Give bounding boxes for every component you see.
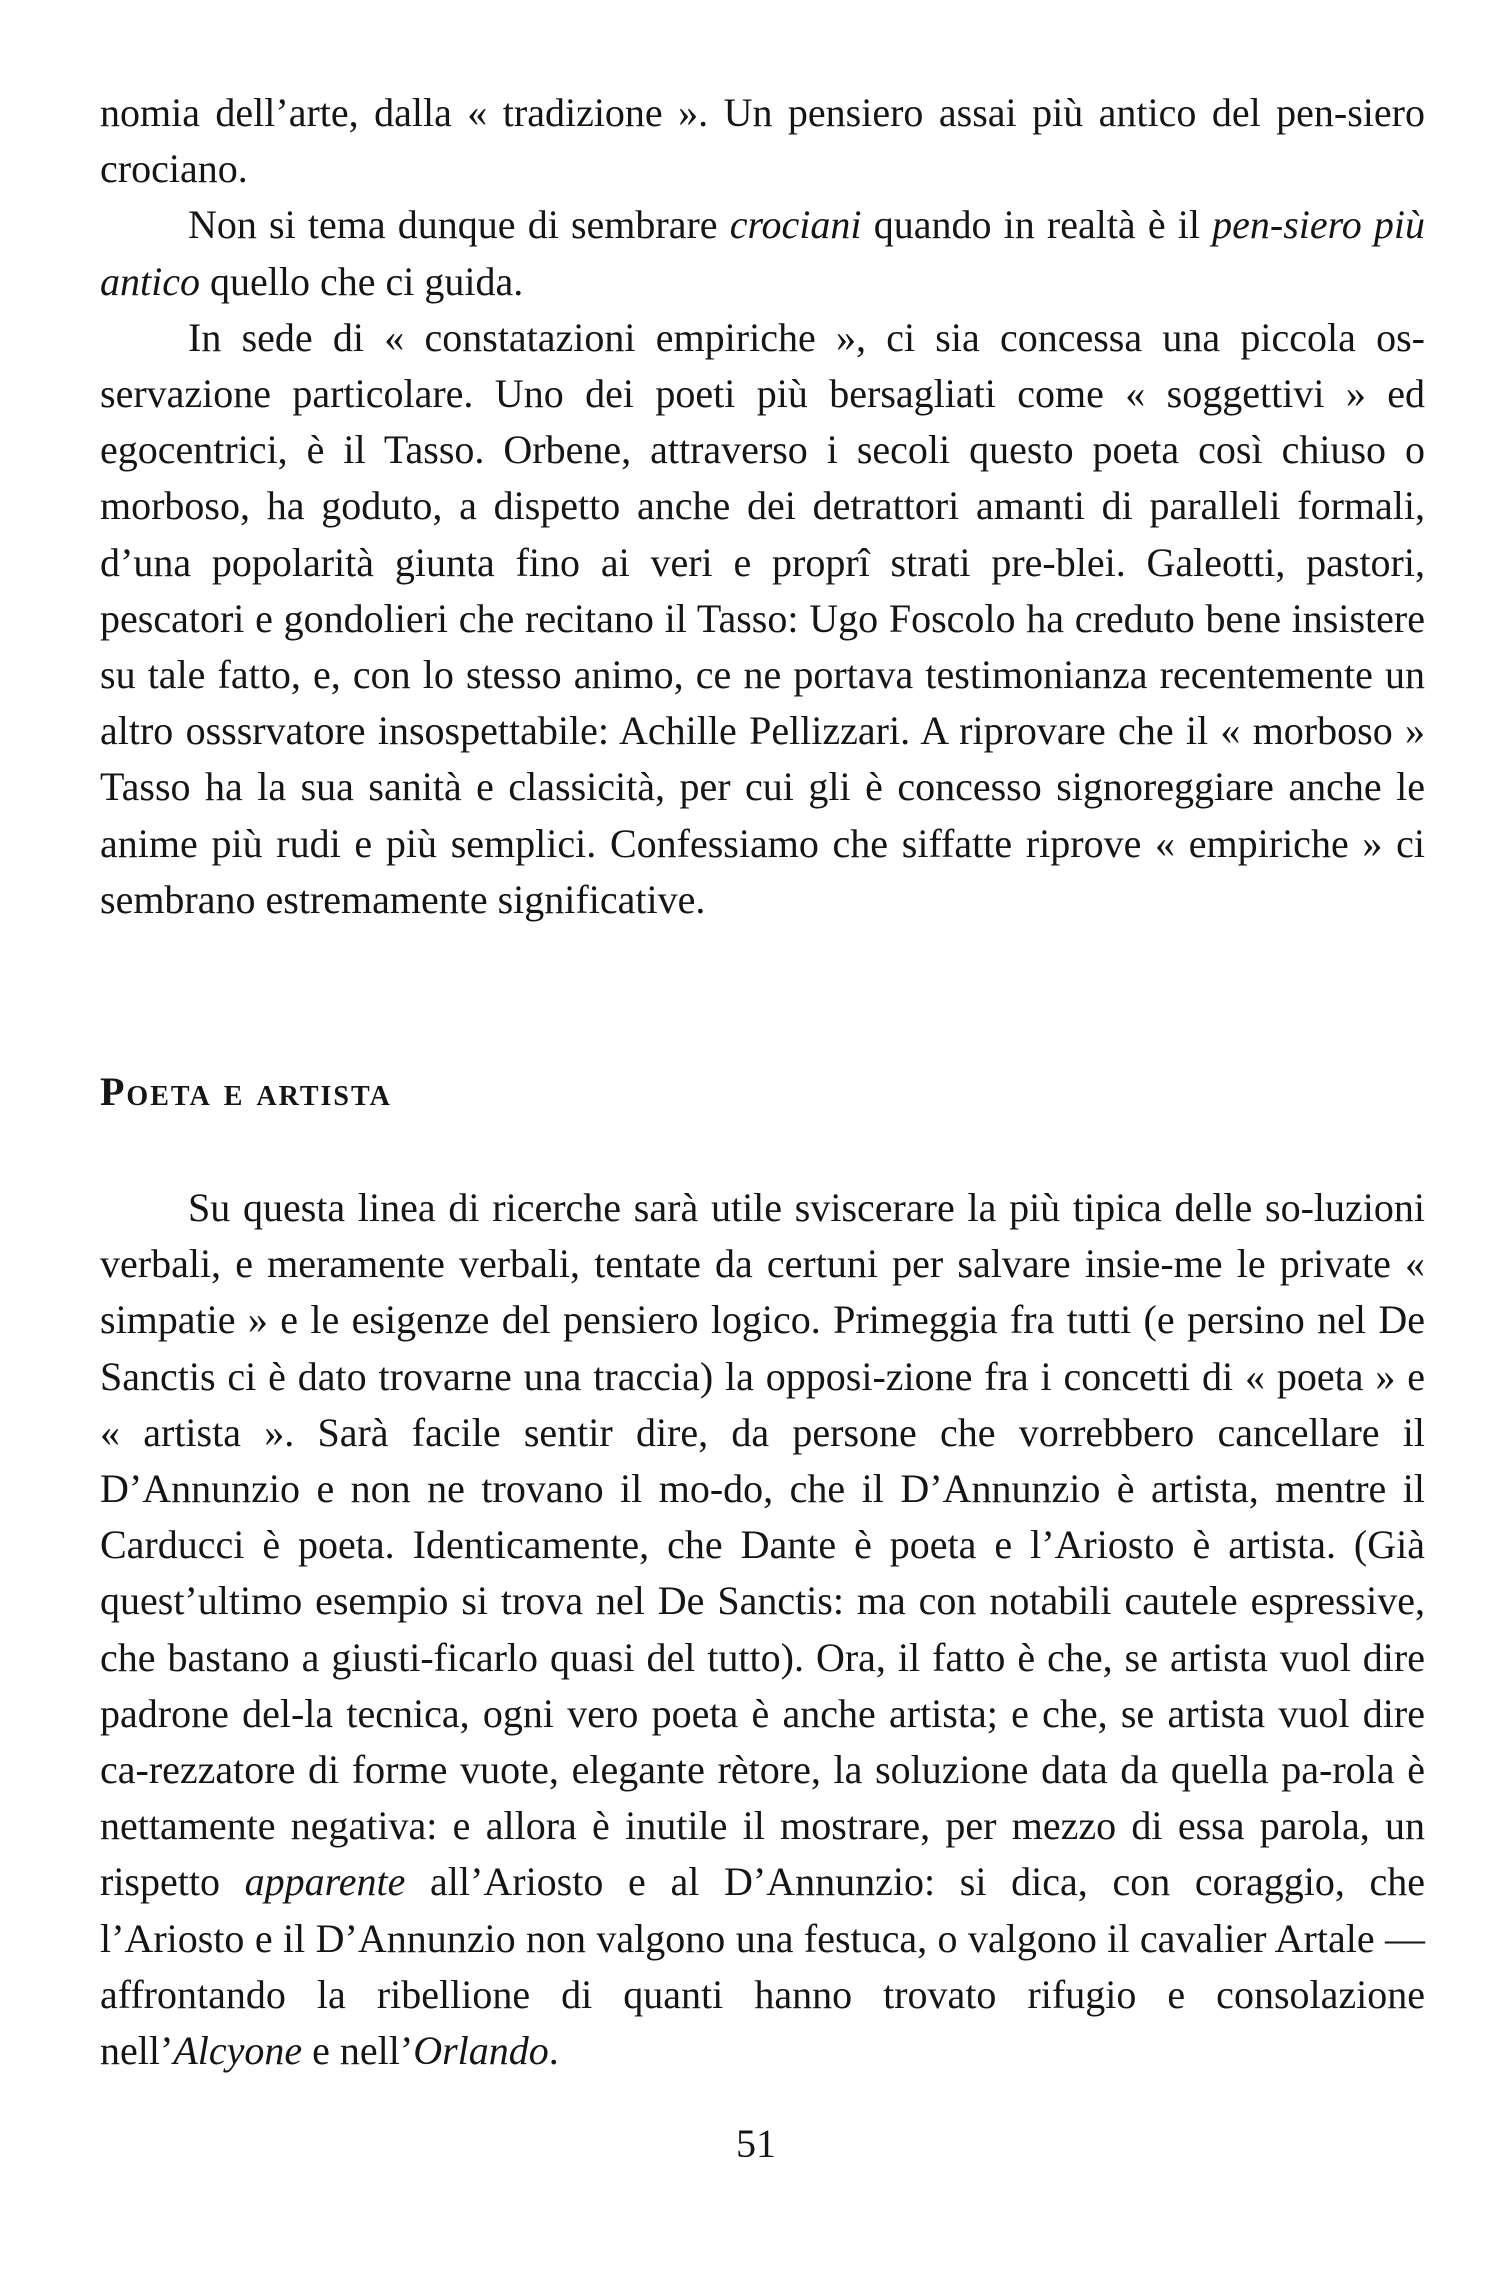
section-heading: Poeta e artista <box>100 1069 392 1114</box>
emphasis-orlando: Orlando <box>413 2028 549 2074</box>
page-number: 51 <box>736 2121 776 2166</box>
text-block-top <box>100 85 1425 928</box>
text-run: quello che ci guida. <box>199 258 524 304</box>
text-run: all’Ariosto e al D’Annunzio: si dica, con coraggio, che l’Ariosto e il D’Annunzio non valgono una festuca, o valgono il cavalier Artale — affrontando la ribellione di quanti hanno trovato rifugio e consolazione nell’ <box>100 1859 1426 2074</box>
paragraph-crociani <box>100 197 1425 309</box>
text-run: Non si tema dunque di sembrare <box>188 202 730 248</box>
text-block-section <box>100 1180 1425 2079</box>
text-run: Su questa linea di ricerche sarà utile sviscerare la più tipica delle so-luzioni verbali, e meramente verbali, tentate da certuni per salvare insie-me le private « simpatie » e le esigenze del pensiero logico. Primeggia fra tutti (e persino nel De Sanctis ci è dato trovarne una traccia) la opposi-zione fra i concetti di « poeta » e « artista ». Sarà facile sentir dire, da persone che vorrebbero cancellare il D’Annunzio e non ne trovano il mo-do, che il D’Annunzio è artista, mentre il Carducci è poeta. Identicamente, che Dante è poeta e l’Ariosto è artista. (Già quest’ultimo esempio si trova nel De Sanctis: ma con notabili cautele espressive, che bastano a giusti-ficarlo quasi del tutto). Ora, il fatto è che, se artista vuol dire padrone del-la tecnica, ogni vero poeta è anche artista; e che, se artista vuol dire ca-rezzatore di forme vuote, elegante rètore, la soluzione data da quella pa-rola è nettamente negativa: e allora è inutile il mostrare, per mezzo di essa parola, un rispetto <box>100 1185 1425 1905</box>
text-run: e nell’ <box>302 2028 414 2074</box>
paragraph-continuation: nomia dell’arte, dalla « tradizione ». Un pensiero assai più antico del pen-siero crociano. <box>100 90 1425 192</box>
text-run: . <box>548 2028 559 2074</box>
paragraph-poeta-artista <box>100 1180 1425 2079</box>
paragraph-tasso: In sede di « constatazioni empiriche », ci sia concessa una piccola os-servazione particolare. Uno dei poeti più bersagliati come « soggettivi » ed egocentrici, è il Tasso. Orbene, attraverso i secoli questo poeta così chiuso o morboso, ha goduto, a dispetto anche dei detrattori amanti di paralleli formali, d’una popolarità giunta fino ai veri e proprî strati pre-blei. Galeotti, pastori, pescatori e gondolieri che recitano il Tasso: Ugo Foscolo ha creduto bene insistere su tale fatto, e, con lo stesso animo, ce ne portava testimonianza recentemente un altro osssrvatore insospettabile: Achille Pellizzari. A riprovare che il « morboso » Tasso ha la sua sanità e classicità, per cui gli è concesso signoreggiare anche le anime più rudi e più semplici. Confessiamo che siffatte riprove « empiriche » ci sembrano estremamente significative. <box>100 314 1425 922</box>
emphasis-crociani: crociani <box>729 202 862 248</box>
emphasis-alcyone: Alcyone <box>173 2028 303 2074</box>
emphasis-apparente: apparente <box>244 1859 406 1905</box>
emphasis-pensiero: pen-siero più antico <box>100 202 1426 304</box>
text-run: quando in realtà è il <box>861 202 1213 248</box>
